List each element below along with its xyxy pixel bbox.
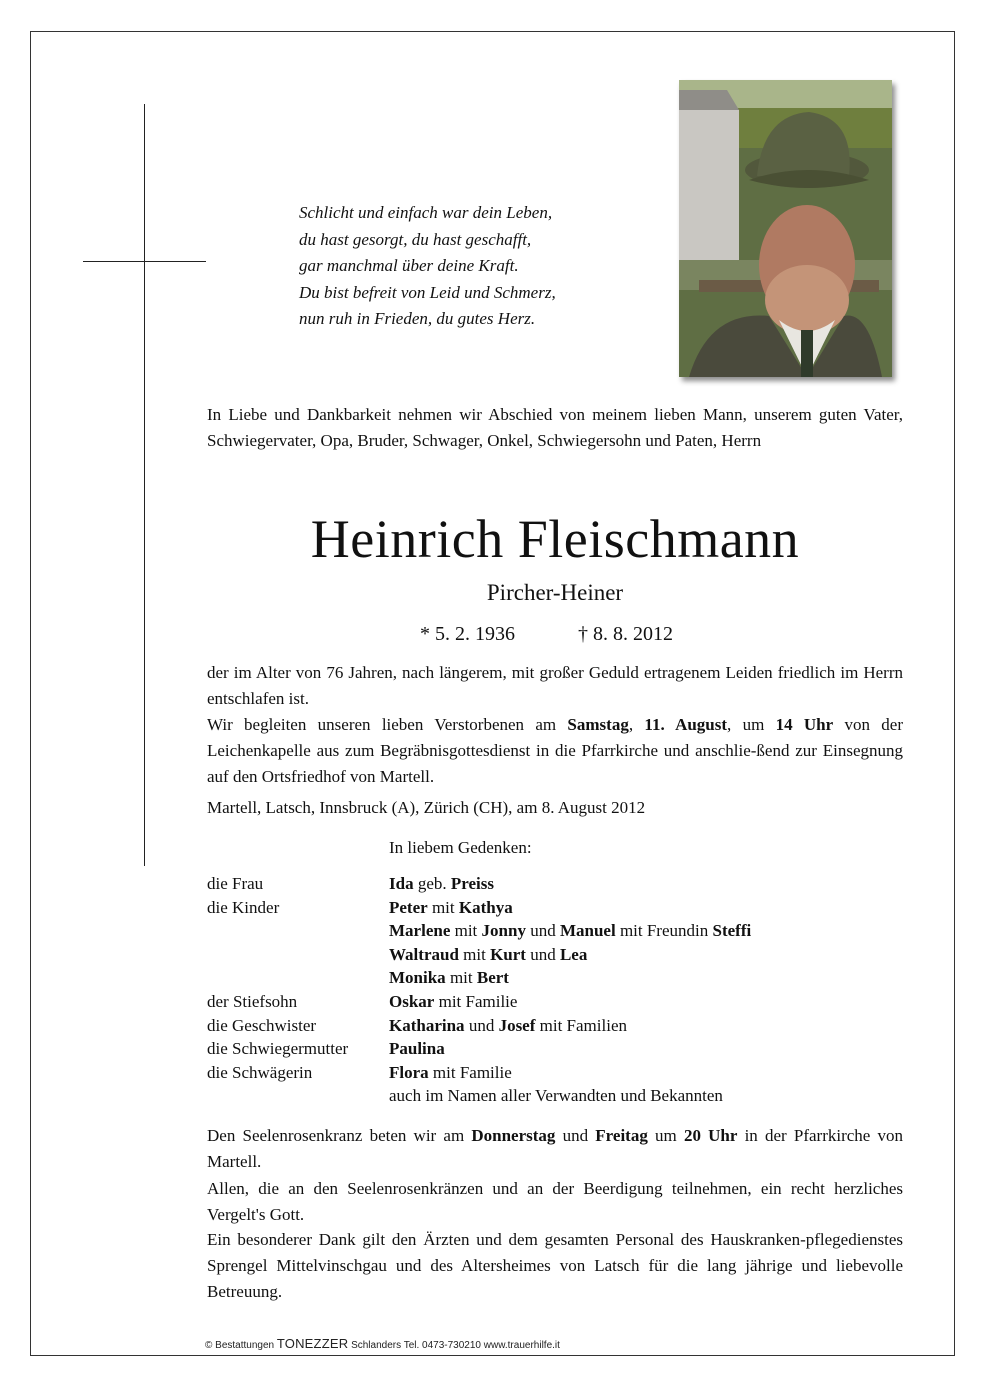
footer-brand: TONEZZER [276,1336,349,1351]
relative-name: Peter [389,897,428,917]
relative-role: die Kinder [207,897,280,917]
rosary-post: in der Pfarrkirche von Martell. [207,1126,904,1171]
relative-names [389,895,513,921]
funeral-day: Samstag [567,715,629,734]
relative-role: die Schwiegermutter [207,1039,349,1059]
funeral-pre: Wir begleiten unseren lieben Verstorbenen am [207,715,568,734]
relative-names: auch im Namen aller Verwandten und Bekannten [389,1086,723,1106]
funeral-date: 11. August [644,715,728,734]
poem [299,200,556,333]
relative-name: Marlene [389,921,451,941]
relative-name: Jonny [481,921,526,941]
footer-imprint [205,1336,560,1351]
relative-connector: mit Familie [428,1062,512,1082]
relative-connector: geb. [413,874,451,893]
relative-connector: und [525,944,560,964]
footer-post: Schlanders Tel. 0473-730210 www.trauerhilfe.it [348,1340,560,1351]
relative-names [389,918,751,944]
relative-name: Kathya [458,897,513,917]
poem-line: Du bist befreit von Leid und Schmerz, [299,282,556,302]
rosary-at: um [647,1126,684,1145]
relative-names [389,1060,512,1086]
cross-vertical-bar [144,104,145,866]
relative-connector: und [525,921,560,941]
relative-name: Paulina [389,1039,445,1059]
relative-name: Monika [389,968,446,988]
relative-connector: mit [450,921,482,941]
relative-connector: und [464,1015,499,1035]
relative-connector: mit Familien [535,1015,627,1035]
relative-role: der Stiefsohn [207,991,298,1011]
rosary-time: 20 Uhr [683,1126,738,1145]
relative-names [389,965,509,991]
poem-line: gar manchmal über deine Kraft. [299,256,519,275]
death-date: † 8. 8. 2012 [578,623,673,645]
cross-horizontal-bar [83,261,206,262]
relative-name: Ida [389,874,414,893]
relative-name: Manuel [559,921,616,941]
relative-names [389,871,494,897]
relative-names [389,942,587,968]
relative-name: Oskar [389,991,435,1011]
paragraph-thanks-2: Ein besonderer Dank gilt den Ärzten und dem gesamten Personal des Hauskranken-pflegedienstes Sprengel Mittelvinschgau und des Altersheimes von Latsch für die lang jährige und liebevolle Betreuung. [207,1230,903,1301]
funeral-mid: , um [727,715,776,734]
deceased-nickname: Pircher-Heiner [486,580,624,605]
relative-name: Flora [389,1062,429,1082]
rosary-day-2: Freitag [595,1126,648,1145]
relative-names [389,989,517,1015]
relative-connector: mit [427,897,459,917]
paragraph-rosary [207,1123,903,1175]
deceased-name: Heinrich Fleischmann [310,509,800,569]
relative-names [389,1013,627,1039]
gedenken-heading: In liebem Gedenken: [389,838,532,857]
footer-pre: © Bestattungen [205,1340,277,1351]
poem-line: nun ruh in Frieden, du gutes Herz. [299,309,536,328]
portrait-photo [679,80,892,377]
relative-connector: mit [445,968,477,988]
relative-name: Josef [498,1015,536,1035]
relative-connector: mit Freundin [615,921,713,941]
relative-role: die Geschwister [207,1015,317,1035]
relative-role: die Schwägerin [207,1062,313,1082]
rosary-day-1: Donnerstag [471,1126,556,1145]
relative-name: Katharina [389,1015,465,1035]
rosary-pre: Den Seelenrosenkranz beten wir am [207,1126,472,1145]
rosary-and: und [555,1126,596,1145]
relative-name: Steffi [712,921,752,941]
paragraph-passing: der im Alter von 76 Jahren, nach längerem, mit großer Geduld ertragenem Leiden friedlich im Herrn entschlafen ist. [207,663,903,708]
funeral-sep: , [628,715,645,734]
relative-names [389,1036,445,1062]
intro-text: In Liebe und Dankbarkeit nehmen wir Abschied von meinem lieben Mann, unserem guten Vater, Schwiegervater, Opa, Bruder, Schwager, Onkel, Schwiegersohn und Paten, Herrn [207,405,903,450]
relative-connector: mit Familie [434,991,518,1011]
relative-role: die Frau [207,874,264,893]
relative-name: Lea [559,944,588,964]
relative-name: Bert [476,968,509,988]
relative-name: Kurt [490,944,526,964]
paragraph-funeral [207,712,903,790]
relative-name: Waltraud [389,944,459,964]
relative-name: Preiss [450,874,494,893]
place-date: Martell, Latsch, Innsbruck (A), Zürich (CH), am 8. August 2012 [207,798,646,817]
funeral-time: 14 Uhr [775,715,834,734]
poem-line: du hast gesorgt, du hast geschafft, [299,229,532,249]
paragraph-thanks-1: Allen, die an den Seelenrosenkränzen und an der Beerdigung teilnehmen, ein recht herzliches Vergelt's Gott. [207,1179,903,1224]
birth-date: * 5. 2. 1936 [420,623,515,645]
relative-connector: mit [458,944,491,964]
funeral-post: von der Leichenkapelle aus zum Begräbnisgottesdienst in die Pfarrkirche und anschlie-ßend zur Einsegnung auf den Ortsfriedhof von Martell. [207,715,903,786]
poem-line: Schlicht und einfach war dein Leben, [299,203,553,222]
